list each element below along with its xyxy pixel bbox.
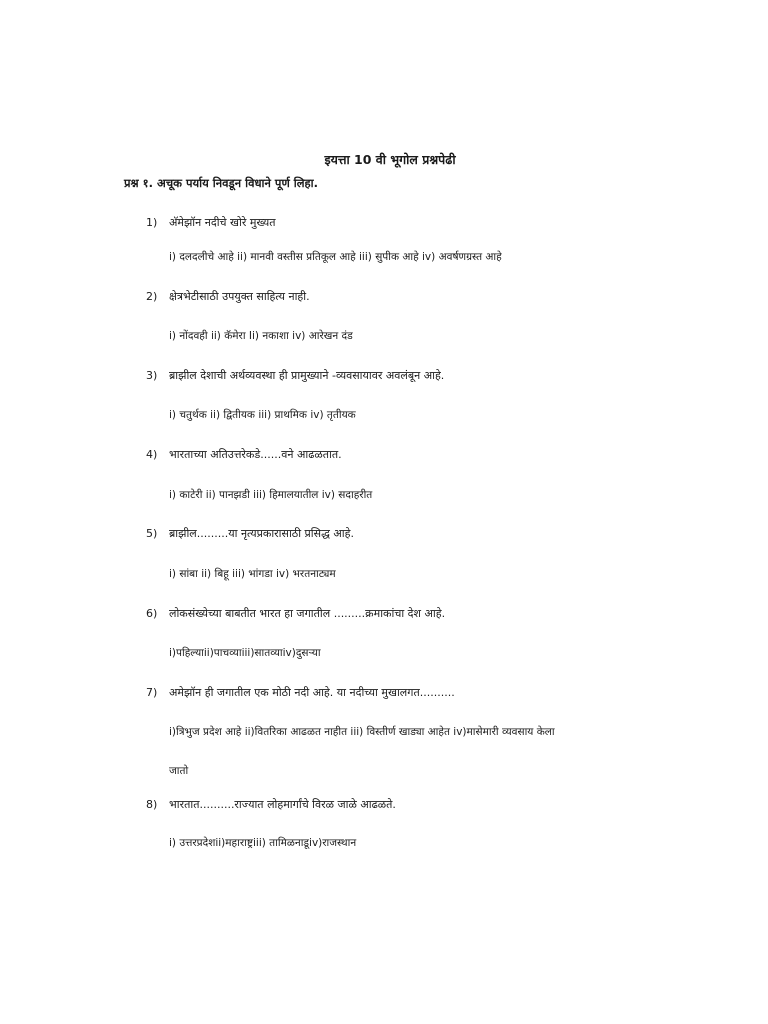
question-number: 4)	[146, 448, 158, 461]
question-4-options: i) काटेरी ii) पानझडी iii) हिमालयातील iv) सदाहरीत	[169, 489, 373, 501]
section-heading: प्रश्न १. अचूक पर्याय निवडून विधाने पूर्ण लिहा.	[124, 176, 318, 190]
question-number: 5)	[146, 527, 158, 540]
question-8	[146, 797, 396, 812]
question-text: ब्राझील.........या नृत्यप्रकारासाठी प्रसिद्ध आहे.	[169, 527, 354, 540]
question-number: 3)	[146, 369, 158, 382]
question-2-options: i) नोंदवही ii) कॅमेरा Ii) नकाशा iv) आरेखन दंड	[169, 330, 353, 342]
question-6-options: i)पहिल्याii)पाचव्याiii)सातव्याiv)दुसऱ्या	[169, 647, 321, 659]
question-3	[146, 368, 444, 383]
question-text: भारतात..........राज्यात लोहमार्गांचे विरळ जाळे आढळते.	[169, 798, 396, 811]
question-5-options: i) सांबा ii) बिहू iii) भांगडा iv) भरतनाट्यम	[169, 568, 336, 580]
question-text: अमेझॉन ही जगातील एक मोठी नदी आहे. या नदीच्या मुखालगत..........	[169, 686, 455, 699]
question-1	[146, 215, 276, 230]
question-number: 8)	[146, 798, 158, 811]
question-3-options: i) चतुर्थक ii) द्वितीयक iii) प्राथमिक iv) तृतीयक	[169, 409, 356, 421]
question-text: भारताच्या अतिउत्तरेकडे......वने आढळतात.	[169, 448, 342, 461]
question-number: 1)	[146, 216, 158, 229]
question-number: 2)	[146, 290, 158, 303]
question-8-options: i) उत्तरप्रदेशii)महाराष्ट्रiii) तामिळनाडूiv)राजस्थान	[169, 837, 357, 849]
question-text: ब्राझील देशाची अर्थव्यवस्था ही प्रामुख्याने -व्यवसायावर अवलंबून आहे.	[169, 369, 445, 382]
document-title: इयत्ता 10 वी भूगोल प्रश्नपेढी	[324, 152, 456, 167]
question-5	[146, 526, 354, 541]
question-4	[146, 447, 342, 462]
question-number: 7)	[146, 686, 158, 699]
question-text: अ‍ॅमेझॉन नदीचे खोरे मुख्यत	[169, 216, 276, 229]
question-7-options-continued: जातो	[169, 765, 189, 777]
question-text: क्षेत्रभेटीसाठी उपयुक्त साहित्य नाही.	[169, 290, 310, 303]
question-number: 6)	[146, 607, 158, 620]
question-text: लोकसंख्येच्या बाबतीत भारत हा जगातील .........क्रमाकांचा देश आहे.	[169, 607, 446, 620]
question-1-options: i) दलदलीचे आहे ii) मानवी वस्तीस प्रतिकूल आहे iii) सुपीक आहे iv) अवर्षणग्रस्त आहे	[169, 251, 502, 263]
question-2	[146, 289, 310, 304]
question-6	[146, 606, 445, 621]
question-7-options: i)त्रिभुज प्रदेश आहे ii)वितरिका आढळत नाहीत iii) विस्तीर्ण खाड्या आहेत iv)मासेमारी व्यवसाय केला	[169, 726, 555, 738]
question-7	[146, 685, 455, 700]
